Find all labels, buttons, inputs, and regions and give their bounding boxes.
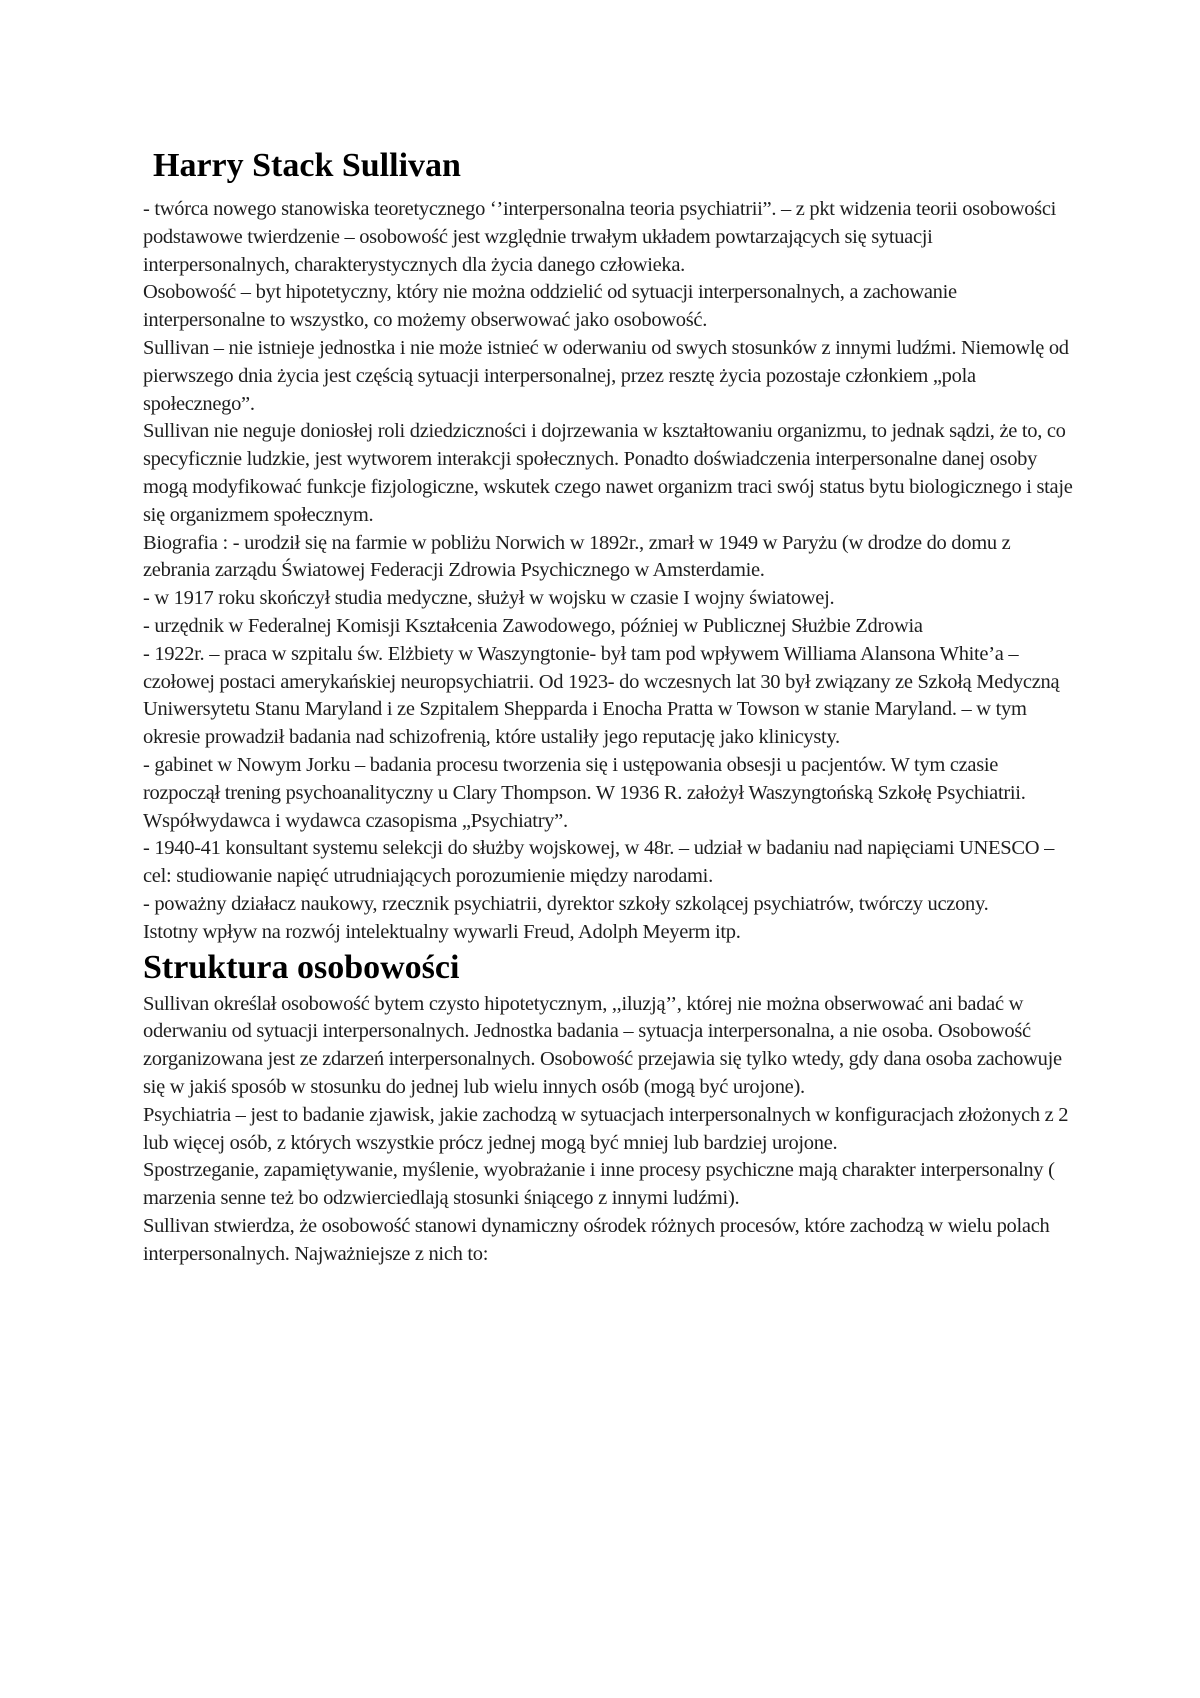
paragraph-psychiatry: Psychiatria – jest to badanie zjawisk, jakie zachodzą w sytuacjach interpersonalnych w konfiguracjach złożonych z 2 lub więcej osób, z których wszystkie prócz jednej mogą być mniej lub bardziej urojone.	[143, 1103, 1069, 1154]
paragraph-influences: Istotny wpływ na rozwój intelektualny wywarli Freud, Adolph Meyerm itp.	[143, 920, 741, 943]
document-title: Harry Stack Sullivan	[153, 147, 461, 184]
paragraph-personality-definition: Osobowość – byt hipotetyczny, który nie można oddzielić od sytuacji interpersonalnych, a zachowanie interpersonalne to wszystko, co możemy obserwować jako osobowość.	[143, 281, 957, 332]
paragraph-heredity: Sullivan nie neguje doniosłej roli dziedziczności i dojrzewania w kształtowaniu organizmu, to jednak sądzi, że to, co specyficznie ludzkie, jest wytworem interakcji społecznych. Ponadto doświadczenia interpersonalne danej osoby mogą modyfikować funkcje fizjologiczne, wskutek czego nawet organizm traci swój status bytu biologicznego i staje się organizmem społecznym.	[143, 420, 1073, 526]
paragraph-biography: Biografia : - urodził się na farmie w pobliżu Norwich w 1892r., zmarł w 1949 w Paryżu (w drodze do domu z zebrania zarządu Światowej Federacji Zdrowia Psychicznego w Amsterdamie.	[143, 531, 1011, 582]
paragraph-bio-1922: - 1922r. – praca w szpitalu św. Elżbiety w Waszyngtonie- był tam pod wpływem Williama Alansona White’a –czołowej postaci amerykańskiej neuropsychiatrii. Od 1923- do wczesnych lat 30 był związany ze Szkołą Medyczną Uniwersytetu Stanu Maryland i ze Szpitalem Shepparda i Enocha Pratta w Towson w stanie Maryland. – w tym okresie prowadził badania nad schizofrenią, które ustaliły jego reputację jako klinicysty.	[143, 642, 1060, 749]
paragraph-dynamic-center: Sullivan stwierdza, że osobowość stanowi dynamiczny ośrodek różnych procesów, które zachodzą w wielu polach interpersonalnych. Najważniejsze z nich to:	[143, 1214, 1050, 1265]
paragraph-individual-relations: Sullivan – nie istnieje jednostka i nie może istnieć w oderwaniu od swych stosunków z innymi ludźmi. Niemowlę od pierwszego dnia życia jest częścią sytuacji interpersonalnej, przez resztę życia pozostaje członkiem „pola społecznego”.	[143, 336, 1069, 415]
paragraph-hypothetical-entity: Sullivan określał osobowość bytem czysto hipotetycznym, ,,iluzją’’, której nie można obserwować ani badać w oderwaniu od sytuacji interpersonalnych. Jednostka badania – sytuacja interpersonalna, a nie osoba. Osobowość zorganizowana jest ze zdarzeń interpersonalnych. Osobowość przejawia się tylko wtedy, gdy dana osoba zachowuje się w jakiś sposób w stosunku do jednej lub wielu innych osób (mogą być urojone).	[143, 992, 1062, 1098]
document-page	[143, 142, 1075, 1268]
section-heading-personality-structure: Struktura osobowości	[143, 948, 460, 986]
paragraph-bio-1917: - w 1917 roku skończył studia medyczne, służył w wojsku w czasie I wojny światowej.	[143, 587, 835, 610]
paragraph-bio-activist: - poważny działacz naukowy, rzecznik psychiatrii, dyrektor szkoły szkolącej psychiatrów, twórczy uczony.	[143, 892, 989, 915]
paragraph-mental-processes: Spostrzeganie, zapamiętywanie, myślenie, wyobrażanie i inne procesy psychiczne mają charakter interpersonalny ( marzenia senne też bo odzwierciedlają stosunki śniącego z innymi ludźmi).	[143, 1159, 1055, 1210]
paragraph-bio-1940: - 1940-41 konsultant systemu selekcji do służby wojskowej, w 48r. – udział w badaniu nad napięciami UNESCO – cel: studiowanie napięć utrudniających porozumienie między narodami.	[143, 837, 1055, 888]
paragraph-bio-official: - urzędnik w Federalnej Komisji Kształcenia Zawodowego, później w Publicznej Służbie Zdrowia	[143, 614, 923, 637]
paragraph-bio-new-york: - gabinet w Nowym Jorku – badania procesu tworzenia się i ustępowania obsesji u pacjentów. W tym czasie rozpoczął trening psychoanalityczny u Clary Thompson. W 1936 R. założył Waszyngtońską Szkołę Psychiatrii. Współwydawca i wydawca czasopisma „Psychiatry”.	[143, 753, 1026, 832]
paragraph-interpersonal-theory: - twórca nowego stanowiska teoretycznego ‘’interpersonalna teoria psychiatrii”. – z pkt widzenia teorii osobowości podstawowe twierdzenie – osobowość jest względnie trwałym układem powtarzających się sytuacji interpersonalnych, charakterystycznych dla życia danego człowieka.	[143, 198, 1057, 276]
